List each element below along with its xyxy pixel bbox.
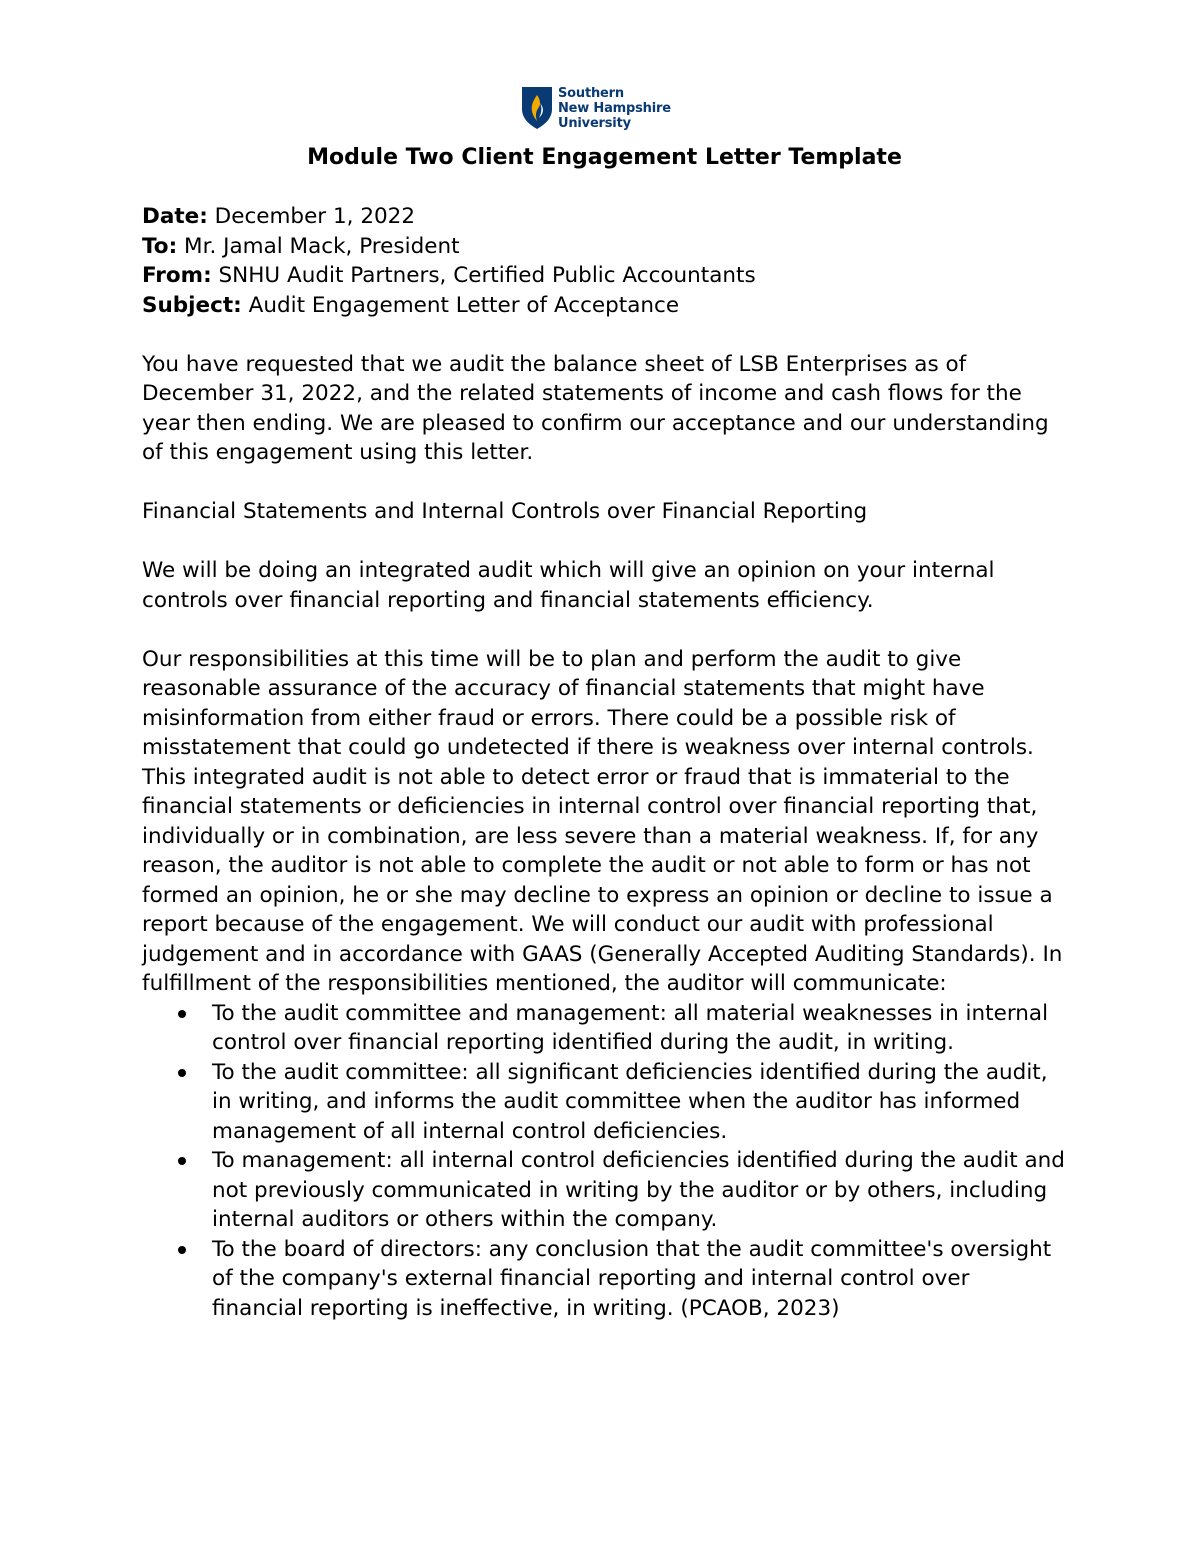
university-logo: [520, 82, 690, 134]
communication-list: [142, 999, 1067, 1324]
date-label: Date:: [142, 204, 208, 229]
to-line: [142, 232, 1067, 262]
bullet-icon: [178, 1157, 186, 1165]
logo-line-2: New Hampshire: [558, 100, 671, 116]
from-value: SNHU Audit Partners, Certified Public Accountants: [218, 263, 756, 288]
list-item: [142, 1058, 1067, 1147]
logo-line-3: University: [558, 115, 631, 131]
list-item: [142, 999, 1067, 1058]
list-item-text: To management: all internal control deficiencies identified during the audit and not previously communicated in writing by the auditor or by others, including internal auditors or others within the company.: [212, 1148, 1065, 1232]
from-label: From:: [142, 263, 212, 288]
list-item: [142, 1235, 1067, 1324]
subject-label: Subject:: [142, 292, 242, 318]
from-line: [142, 261, 1067, 291]
page-title: Module Two Client Engagement Letter Template: [307, 145, 902, 170]
bullet-icon: [178, 1069, 186, 1077]
list-item: [142, 1146, 1067, 1235]
intro-paragraph: You have requested that we audit the balance sheet of LSB Enterprises as of December 31, 2022, and the related statements of income and cash flows for the year then ending. We are pleased to confirm our acceptance and our understanding of this engagement using this letter.: [142, 351, 1049, 465]
list-item-text: To the audit committee: all significant deficiencies identified during the audit, in writing, and informs the audit committee when the auditor has informed management of all internal control deficiencies.: [212, 1059, 1048, 1144]
responsibilities-paragraph: Our responsibilities at this time will be to plan and perform the audit to give reasonable assurance of the accuracy of financial statements that might have misinformation from either fraud or errors. There could be a possible risk of misstatement that could go undetected if there is weakness over internal controls. This integrated audit is not able to detect error or fraud that is immaterial to the financial statements or deficiencies in internal control over financial reporting that, individually or in combination, are less severe than a material weakness. If, for any reason, the auditor is not able to complete the audit or not able to form or has not formed an opinion, he or she may decline to express an opinion or decline to issue a report because of the engagement. We will conduct our audit with professional judgement and in accordance with GAAS (Generally Accepted Auditing Standards). In fulfillment of the responsibilities mentioned, the auditor will communicate:: [142, 646, 1063, 996]
subject-line: [142, 291, 1067, 321]
logo-wordmark: [558, 86, 671, 131]
bullet-icon: [178, 1246, 186, 1254]
date-value: December 1, 2022: [214, 204, 416, 229]
shield-flame-icon: [520, 85, 554, 131]
list-item-text: To the board of directors: any conclusion that the audit committee's oversight of the company's external financial reporting and internal control over financial reporting is ineffective, in writing. (PCAOB, 2023): [212, 1236, 1052, 1321]
bullet-icon: [178, 1010, 186, 1018]
to-value: Mr. Jamal Mack, President: [184, 233, 460, 259]
list-item-text: To the audit committee and management: all material weaknesses in internal control over financial reporting identified during the audit, in writing.: [212, 1000, 1049, 1055]
subject-value: Audit Engagement Letter of Acceptance: [248, 292, 680, 318]
date-line: [142, 202, 1067, 232]
integrated-audit-paragraph: We will be doing an integrated audit which will give an opinion on your internal controls over financial reporting and financial statements efficiency.: [142, 558, 995, 613]
section-heading: Financial Statements and Internal Controls over Financial Reporting: [142, 499, 868, 524]
letter-header: [142, 202, 1067, 320]
logo-line-1: Southern: [558, 85, 624, 101]
to-label: To:: [142, 233, 178, 259]
letter-content: [142, 140, 1067, 1323]
